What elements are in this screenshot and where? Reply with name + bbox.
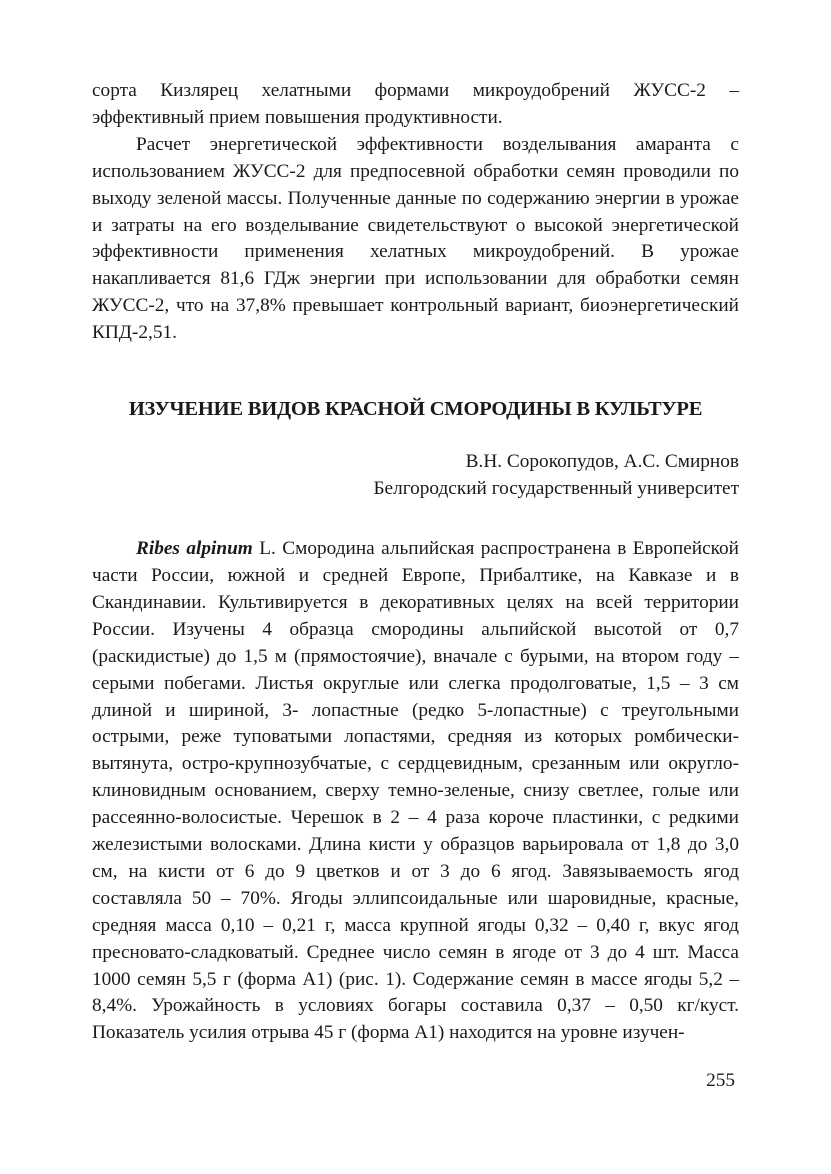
page-number: 255 — [706, 1070, 735, 1091]
article-body-text: Смородина альпийская распространена в Европейской части России, южной и средней Европе, Прибалтике, на Кавказе и в Скандинавии. Культивируется в декоративных целях на всей территории России. Изучены 4 образца смородины альпийской высотой от 0,7 (раскидистые) до 1,5 м (прямостоячие), вначале с бурыми, на втором году – серыми побегами. Листья округлые или слегка продолговатые, 1,5 – 3 см длиной и шириной, 3- лопастные (редко 5-лопастные) с треугольными острыми, реже туповатыми лопастями, средняя из которых ромбически-вытянута, остро-крупнозубчатые, с сердцевидным, срезанным или округло-клиновидным основанием, сверху темно-зеленые, снизу светлее, голые или рассеянно-волосистые. Черешок в 2 – 4 раза короче пластинки, с редкими железистыми волосками. Длина кисти у образцов варьировала от 1,8 до 3,0 см, на кисти от 6 до 9 цветков и от 3 до 6 ягод. Завязываемость ягод составляла 50 – 70%. Ягоды эллипсоидальные или шаровидные, красные, средняя масса 0,10 – 0,21 г, масса крупной ягоды 0,32 – 0,40 г, вкус ягод пресновато-сладковатый. Среднее число семян в ягоде от 3 до 4 шт. Масса 1000 семян 5,5 г (форма А1) (рис. 1). Содержание семян в массе ягоды 5,2 – 8,4%. Урожайность в условиях богары составила 0,37 – 0,50 кг/куст. Показатель усилия отрыва 45 г (форма А1) находится на уровне изучен- — [92, 538, 739, 1044]
intro-paragraph-continuation: сорта Кизлярец хелатными формами микроудобрений ЖУСС-2 – эффективный прием повышения продуктивности. — [92, 80, 739, 128]
species-author: L. — [252, 538, 276, 560]
species-name: Ribes alpinum — [136, 538, 253, 560]
document-page — [92, 78, 739, 1047]
article-authors: В.Н. Сорокопудов, А.С. Смирнов — [465, 451, 739, 473]
article-title: ИЗУЧЕНИЕ ВИДОВ КРАСНОЙ СМОРОДИНЫ В КУЛЬТУРЕ — [128, 398, 703, 421]
energy-efficiency-paragraph: Расчет энергетической эффективности возделывания амаранта с использованием ЖУСС-2 для предпосевной обработки семян проводили по выходу зеленой массы. Полученные данные по содержанию энергии в урожае и затраты на его возделывание свидетельствуют о высокой энергетической эффективности применения хелатных микроудобрений. В урожае накапливается 81,6 ГДж энергии при использовании для обработки семян ЖУСС-2, что на 37,8% превышает контрольный вариант, биоэнергетический КПД-2,51. — [92, 133, 739, 344]
author-affiliation: Белгородский государственный университет — [373, 478, 739, 500]
author-block — [92, 448, 739, 502]
article-body-paragraph — [92, 536, 739, 1047]
